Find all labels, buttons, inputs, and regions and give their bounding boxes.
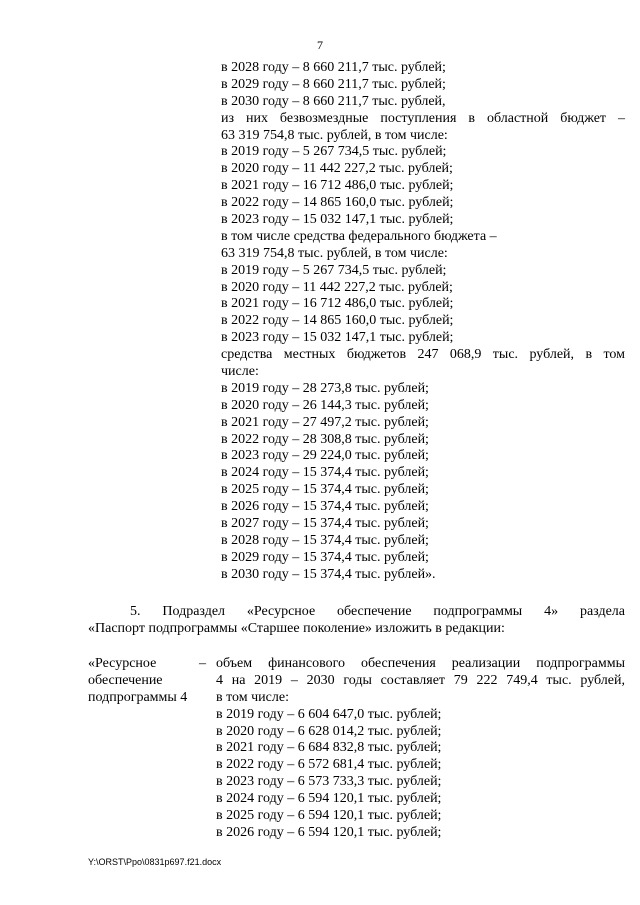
text-line: в 2020 году – 11 442 227,2 тыс. рублей; — [221, 161, 453, 177]
text-line: в 2023 году – 29 224,0 тыс. рублей; — [221, 448, 429, 464]
text-line: в 2020 году – 26 144,3 тыс. рублей; — [221, 397, 429, 413]
passport-label-line: подпрограммы 4 — [88, 689, 188, 705]
text-line: в 2021 году – 16 712 486,0 тыс. рублей; — [221, 296, 454, 312]
passport-label-line: обеспечение — [88, 672, 163, 688]
text-line: 63 319 754,8 тыс. рублей, в том числе: — [221, 127, 448, 143]
text-line: в 2029 году – 15 374,4 тыс. рублей; — [221, 549, 429, 565]
text-line: в 2029 году – 8 660 211,7 тыс. рублей; — [221, 76, 446, 92]
section-5-paragraph — [88, 603, 625, 637]
text-line: в 2019 году – 5 267 734,5 тыс. рублей; — [221, 262, 447, 278]
text-line: в 2023 году – 6 573 733,3 тыс. рублей; — [216, 774, 442, 790]
text-line: в 2028 году – 8 660 211,7 тыс. рублей; — [221, 60, 446, 75]
page-number: 7 — [317, 38, 323, 52]
text-line: в 2021 году – 16 712 486,0 тыс. рублей; — [221, 178, 454, 194]
text-line: числе: — [221, 364, 259, 380]
text-line: 63 319 754,8 тыс. рублей, в том числе: — [221, 245, 448, 261]
text-line: в 2030 году – 8 660 211,7 тыс. рублей, — [221, 93, 446, 109]
text-line: в 2025 году – 15 374,4 тыс. рублей; — [221, 482, 429, 498]
text-line: в 2022 году – 14 865 160,0 тыс. рублей; — [221, 195, 454, 211]
file-path-footer: Y:\ORST\Ppo\0831p697.f21.docx — [88, 857, 222, 867]
text-line: в 2022 году – 28 308,8 тыс. рублей; — [221, 431, 429, 447]
text-line: в 2026 году – 6 594 120,1 тыс. рублей; — [216, 824, 442, 840]
section-5-line-2: «Паспорт подпрограммы «Старшее поколение» изложить в редакции: — [88, 621, 505, 636]
text-line: в 2030 году – 15 374,4 тыс. рублей». — [221, 566, 436, 582]
text-line: в 2028 году – 15 374,4 тыс. рублей; — [221, 532, 429, 548]
text-line: в 2024 году – 15 374,4 тыс. рублей; — [221, 465, 429, 481]
passport-label-line: «Ресурсное — [88, 656, 157, 671]
text-line: в 2019 году – 28 273,8 тыс. рублей; — [221, 380, 429, 396]
text-line: в 2023 году – 15 032 147,1 тыс. рублей; — [221, 330, 454, 346]
text-line: в 2024 году – 6 594 120,1 тыс. рублей; — [216, 791, 442, 807]
passport-value — [216, 656, 625, 842]
text-line: в 2021 году – 6 684 832,8 тыс. рублей; — [216, 740, 442, 756]
section-5-line-1: 5. Подраздел «Ресурсное обеспечение подпрограммы 4» раздела — [130, 604, 625, 619]
text-line: в 2019 году – 5 267 734,5 тыс. рублей; — [221, 144, 447, 160]
text-line: в 2020 году – 6 628 014,2 тыс. рублей; — [216, 723, 442, 739]
passport-label — [88, 656, 198, 707]
text-line: в 2026 году – 15 374,4 тыс. рублей; — [221, 499, 429, 515]
passport-dash: – — [199, 656, 206, 671]
text-line: в 2023 году – 15 032 147,1 тыс. рублей; — [221, 212, 454, 228]
text-line: в том числе средства федерального бюджета – — [221, 228, 497, 244]
text-line: 4 на 2019 – 2030 годы составляет 79 222 749,4 тыс. рублей, — [216, 672, 625, 688]
text-line: в 2022 году – 14 865 160,0 тыс. рублей; — [221, 313, 454, 329]
funding-breakdown-continued — [221, 60, 625, 584]
text-line: в 2020 году – 11 442 227,2 тыс. рублей; — [221, 279, 453, 295]
text-line: в 2027 году – 15 374,4 тыс. рублей; — [221, 516, 429, 532]
text-line: средства местных бюджетов 247 068,9 тыс. рублей, в том — [221, 347, 625, 363]
text-line: в 2025 году – 6 594 120,1 тыс. рублей; — [216, 808, 442, 824]
text-line: объем финансового обеспечения реализации подпрограммы — [216, 656, 625, 671]
text-line: из них безвозмездные поступления в областной бюджет – — [221, 110, 625, 126]
text-line: в 2021 году – 27 497,2 тыс. рублей; — [221, 414, 429, 430]
text-line: в 2019 году – 6 604 647,0 тыс. рублей; — [216, 706, 442, 722]
text-line: в 2022 году – 6 572 681,4 тыс. рублей; — [216, 757, 442, 773]
text-line: в том числе: — [216, 689, 289, 705]
